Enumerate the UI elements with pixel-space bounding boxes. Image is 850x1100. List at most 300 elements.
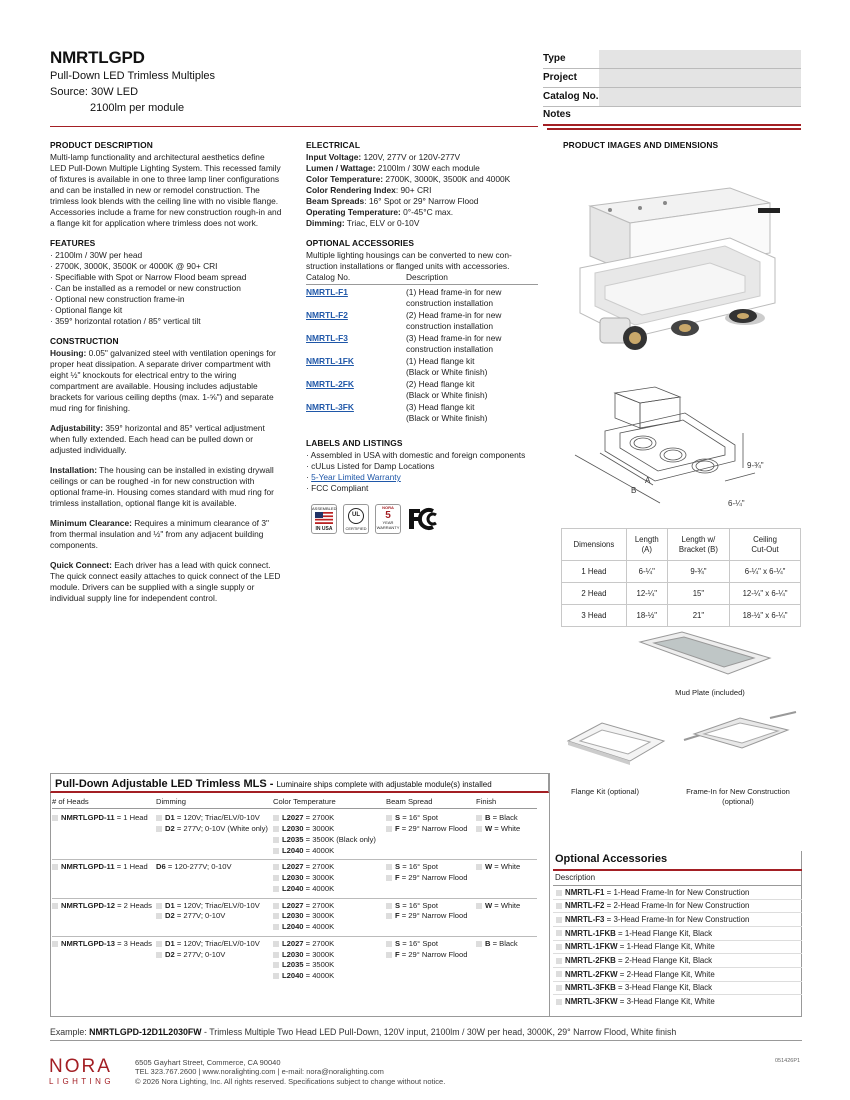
term: Input Voltage:: [306, 152, 362, 162]
finish-cell: [476, 813, 536, 856]
desc-line: construction installation: [406, 344, 494, 354]
checkbox[interactable]: [52, 864, 58, 870]
table-cell: 9-¾": [667, 561, 729, 583]
checkbox[interactable]: [156, 815, 162, 821]
option-desc: = 29° Narrow Flood: [399, 911, 468, 921]
option[interactable]: [156, 939, 273, 948]
option-code: B: [485, 813, 491, 823]
adjustability-text: [50, 423, 282, 456]
list-item: · 2100lm / 30W per head: [50, 250, 143, 260]
checkbox[interactable]: [556, 999, 562, 1005]
term-text: Triac, ELV or 0-10V: [344, 218, 420, 228]
option-desc: = 3-Head Flange Kit, White: [617, 996, 715, 1006]
desc-line: (3) Head frame-in for new: [406, 333, 502, 343]
option-code: NMRTL-3FKB: [565, 983, 616, 993]
column-header: [626, 529, 667, 561]
divider: [549, 773, 550, 1016]
option[interactable]: [273, 939, 386, 948]
option[interactable]: [386, 824, 476, 833]
column-header: Beam Spread: [386, 797, 433, 806]
list-item[interactable]: [553, 995, 802, 1008]
checkbox[interactable]: [476, 826, 482, 832]
list-item[interactable]: [553, 982, 802, 996]
frame-in-image: [680, 710, 800, 762]
option-code: L2030: [282, 824, 304, 833]
option-desc: = 3500K: [303, 960, 335, 970]
option[interactable]: [386, 911, 476, 920]
ul-badge: [343, 504, 369, 534]
spec-line: [306, 152, 538, 163]
flange-kit-caption: Flange Kit (optional): [571, 787, 639, 796]
option-code: W: [485, 824, 493, 833]
option[interactable]: [476, 824, 536, 833]
table-cell: 1 Head: [562, 561, 627, 583]
option-desc: = 277V; 0-10V: [174, 949, 226, 959]
option-desc: = 2700K: [303, 938, 335, 948]
list-item: · Specifiable with Spot or Narrow Flood beam spread: [50, 272, 247, 282]
accessory-header: [306, 272, 538, 285]
option-desc: = 2700K: [303, 862, 335, 872]
option-desc: = 16° Spot: [400, 813, 438, 823]
table-header-row: [562, 529, 801, 561]
checkbox[interactable]: [386, 864, 392, 870]
term: Housing:: [50, 348, 87, 358]
option[interactable]: [156, 911, 273, 920]
heads-cell: [52, 813, 156, 856]
option-desc: = 16° Spot: [400, 900, 438, 910]
checkbox[interactable]: [386, 875, 392, 881]
option-code: D2: [165, 911, 175, 921]
table-cell: 12-¼": [626, 583, 667, 605]
clearance-text: [50, 518, 282, 551]
checkbox[interactable]: [273, 903, 279, 909]
option-desc: = 2-Head Frame-In for New Construction: [604, 901, 750, 911]
accessory-desc: [406, 310, 538, 332]
column-electrical: [306, 134, 538, 534]
optional-accessories-title: Optional Accessories: [553, 851, 802, 871]
column-header: Color Temperature: [273, 797, 336, 806]
option-desc: = 16° Spot: [400, 938, 438, 948]
option-desc: = 1-Head Flange Kit, White: [617, 942, 715, 952]
accessory-row: [306, 310, 538, 332]
list-item: · Can be installed as a remodel or new construction: [50, 283, 241, 293]
list-item[interactable]: [553, 886, 802, 900]
option-code: L2027: [282, 862, 304, 872]
spec-line: [306, 218, 538, 229]
ordering-table: [52, 797, 537, 985]
field-label: Project: [543, 71, 577, 83]
header-text: Ceiling Cut-Out: [751, 535, 779, 554]
option-desc: = 4000K: [303, 922, 335, 931]
option[interactable]: [273, 901, 386, 910]
option-desc: = 2700K: [303, 900, 335, 910]
term: Installation:: [50, 465, 97, 475]
table-cell: 2 Head: [562, 583, 627, 605]
desc-line: (1) Head flange kit: [406, 356, 475, 366]
option-code: NMRTLGPD-11: [61, 813, 115, 823]
option-desc: = 2-Head Flange Kit, Black: [615, 955, 713, 965]
beam-cell: [386, 862, 476, 894]
term: Beam Spreads: [306, 196, 365, 206]
option-code: S: [395, 900, 401, 910]
option-code: L2040: [282, 883, 304, 893]
checkbox[interactable]: [476, 864, 482, 870]
checkbox[interactable]: [156, 903, 162, 909]
dimming-cell: [156, 862, 273, 894]
checkbox[interactable]: [273, 837, 279, 843]
accessory-link[interactable]: NMRTL-F1: [306, 287, 348, 297]
section-heading: CONSTRUCTION: [50, 336, 119, 346]
checkbox[interactable]: [386, 913, 392, 919]
option-code: L2035: [282, 960, 304, 970]
option[interactable]: [386, 873, 476, 882]
header-text: Length (A): [634, 535, 659, 554]
option-desc: = 2 Heads: [115, 900, 152, 910]
list-item: · 5-Year Limited Warranty: [306, 472, 401, 482]
option[interactable]: [476, 939, 536, 948]
checkbox[interactable]: [556, 971, 562, 977]
ordering-header: [52, 797, 537, 809]
checkbox[interactable]: [156, 952, 162, 958]
option-code: NMRTL-F2: [565, 901, 605, 911]
term-text: The housing can be installed in existing drywall ceilings or can be roughed -in for new construction with optional frame-in. Housing comes standard with mud ring for trimless installation, optional flange kit is available.: [50, 465, 274, 508]
column-header: Description: [406, 272, 448, 282]
divider: [50, 1016, 802, 1017]
option-code: D1: [165, 900, 175, 910]
checkbox[interactable]: [273, 924, 279, 930]
checkbox[interactable]: [273, 952, 279, 958]
option-desc: = 3000K: [303, 949, 335, 959]
beam-cell: [386, 813, 476, 856]
section-heading: PRODUCT IMAGES AND DIMENSIONS: [563, 140, 719, 150]
option[interactable]: [386, 813, 476, 822]
list-item[interactable]: [553, 913, 802, 927]
option-desc: = 120V; Triac/ELV/0-10V: [174, 813, 260, 823]
list-item[interactable]: [553, 900, 802, 914]
option-desc: = 1 Head: [114, 862, 148, 872]
option-code: L2040: [282, 845, 304, 855]
column-header: Catalog No.: [306, 272, 351, 282]
option-desc: = Black: [490, 938, 518, 948]
caption-line: (optional): [722, 796, 754, 806]
checkbox[interactable]: [273, 913, 279, 919]
option[interactable]: [273, 862, 386, 871]
option-desc: = 4000K: [303, 845, 335, 855]
option[interactable]: [273, 884, 386, 893]
option-code: D1: [165, 813, 175, 823]
accessory-link[interactable]: NMRTL-F3: [306, 333, 348, 343]
checkbox[interactable]: [273, 826, 279, 832]
option-desc: = 120V; Triac/ELV/0-10V: [174, 900, 260, 910]
list-item: · FCC Compliant: [306, 483, 369, 493]
option[interactable]: [273, 960, 386, 969]
list-item: · Optional flange kit: [50, 305, 123, 315]
checkbox[interactable]: [52, 815, 58, 821]
checkbox[interactable]: [52, 941, 58, 947]
option-desc: = 277V; 0-10V (White only): [174, 824, 268, 833]
finish-cell: [476, 901, 536, 933]
table-row: [562, 561, 801, 583]
checkbox[interactable]: [476, 941, 482, 947]
certification-badges: [311, 504, 538, 534]
project-field[interactable]: [543, 69, 801, 88]
section-heading: OPTIONAL ACCESSORIES: [306, 238, 415, 248]
option-desc: = 29° Narrow Flood: [399, 873, 468, 882]
table-cell: 12-¼" x 6-¼": [730, 583, 801, 605]
accessory-link[interactable]: NMRTL-3FK: [306, 402, 354, 412]
option-code: F: [395, 873, 400, 882]
option[interactable]: [476, 862, 536, 871]
subtitle-line: Pull-Down LED Trimless Multiples: [50, 70, 216, 82]
option[interactable]: [273, 873, 386, 882]
accessory-desc: [406, 356, 538, 378]
column-header: # of Heads: [52, 797, 89, 806]
checkbox[interactable]: [386, 952, 392, 958]
mud-plate-caption: Mud Plate (included): [675, 688, 745, 697]
document-id: 051426P1: [775, 1058, 801, 1064]
dimension-drawing: [565, 383, 780, 518]
option[interactable]: [273, 835, 386, 844]
option[interactable]: [52, 862, 156, 871]
desc-line: (Black or White finish): [406, 390, 488, 400]
checkbox[interactable]: [556, 903, 562, 909]
spec-line: [306, 174, 538, 185]
option-code: NMRTL-1FKW: [565, 942, 618, 952]
list-item: · 2700K, 3000K, 3500K or 4000K @ 90+ CRI: [50, 261, 218, 271]
desc-line: (3) Head flange kit: [406, 402, 475, 412]
table-cell: 18-½": [626, 605, 667, 627]
electrical-list: [306, 152, 538, 229]
contact-line: TEL 323.767.2600 | www.noralighting.com | e-mail: nora@noralighting.com: [135, 1067, 384, 1077]
option-desc: = 1-Head Flange Kit, Black: [615, 928, 713, 938]
accessory-link[interactable]: NMRTL-F2: [306, 310, 348, 320]
beam-cell: [386, 901, 476, 933]
checkbox[interactable]: [556, 917, 562, 923]
divider: [50, 793, 51, 1016]
product-title: NMRTLGPD: [50, 48, 145, 67]
option[interactable]: [273, 846, 386, 855]
subtitle-line: Source: 30W LED: [50, 85, 139, 98]
option[interactable]: [476, 901, 536, 910]
option[interactable]: [273, 911, 386, 920]
term: Lumen / Wattage:: [306, 163, 376, 173]
field-label: Notes: [543, 109, 571, 121]
checkbox[interactable]: [386, 826, 392, 832]
option[interactable]: [156, 824, 273, 833]
option-code: W: [485, 862, 493, 872]
option-code: S: [395, 938, 401, 948]
option[interactable]: [156, 862, 273, 871]
term-text: Requires a minimum clearance of 3" from thermal insulation and ½" from any adjacent building components.: [50, 518, 269, 550]
type-field[interactable]: [543, 50, 801, 69]
checkbox[interactable]: [273, 875, 279, 881]
logo-text: NORA: [49, 1056, 112, 1077]
option[interactable]: [273, 971, 386, 980]
checkbox[interactable]: [476, 815, 482, 821]
term: Color Rendering Index: [306, 185, 396, 195]
desc-line: construction installation: [406, 298, 494, 308]
spec-line: [306, 207, 538, 218]
column-header: Dimming: [156, 797, 186, 806]
section-heading: LABELS AND LISTINGS: [306, 438, 403, 448]
option[interactable]: [386, 901, 476, 910]
checkbox[interactable]: [273, 864, 279, 870]
field-label: Catalog No.: [543, 90, 599, 102]
features-list: [50, 250, 282, 327]
option[interactable]: [52, 939, 156, 948]
accessory-desc: [406, 287, 538, 309]
option-code: D6: [156, 862, 166, 872]
option[interactable]: [386, 862, 476, 871]
checkbox[interactable]: [556, 890, 562, 896]
term: Color Temperature:: [306, 174, 384, 184]
option[interactable]: [386, 939, 476, 948]
warranty-link[interactable]: 5-Year Limited Warranty: [311, 472, 401, 482]
option-code: L2027: [282, 900, 304, 910]
list-item[interactable]: [553, 954, 802, 968]
spec-line: [306, 185, 538, 196]
list-item: · cULus Listed for Damp Locations: [306, 461, 435, 471]
table-cell: 21": [667, 605, 729, 627]
accessory-desc: [406, 333, 538, 355]
fcc-logo-icon: [407, 506, 441, 532]
option-desc: = 1-Head Frame-In for New Construction: [604, 887, 750, 897]
quick-connect-text: [50, 560, 282, 604]
option-code: L2040: [282, 971, 304, 980]
option-code: L2035: [282, 834, 304, 844]
subtitle-line: 2100lm per module: [90, 101, 185, 114]
checkbox[interactable]: [386, 815, 392, 821]
badge-text: CERTIFIED: [345, 526, 367, 531]
checkbox[interactable]: [156, 826, 162, 832]
table-cell: 15": [667, 583, 729, 605]
column-header: Dimensions: [562, 529, 627, 561]
checkbox[interactable]: [556, 930, 562, 936]
option-desc: = 120-277V; 0-10V: [165, 862, 232, 872]
list-item[interactable]: [553, 927, 802, 941]
term-text: 0.05" galvanized steel with ventilation openings for proper heat dissipation. A separate driver compartment with eight ½" knockouts for electrical entry to the wiring compartment are available. Housing includes adjustable brackets for various ceiling depths (max. 1-⅝") and separate mud ring for finishing.: [50, 348, 276, 413]
desc-line: (1) Head frame-in for new: [406, 287, 502, 297]
option[interactable]: [156, 901, 273, 910]
badge-text: WARRANTY: [376, 524, 400, 530]
example-prefix: Example:: [50, 1027, 90, 1037]
dimming-cell: [156, 939, 273, 982]
checkbox[interactable]: [273, 973, 279, 979]
checkbox[interactable]: [52, 903, 58, 909]
checkbox[interactable]: [273, 848, 279, 854]
option[interactable]: [273, 813, 386, 822]
checkbox[interactable]: [273, 962, 279, 968]
option-code: D1: [165, 938, 175, 948]
optional-accessories-box: [553, 851, 802, 1008]
option[interactable]: [156, 950, 273, 959]
mud-plate-image: [632, 630, 774, 682]
term-text: Each driver has a lead with quick connect. The quick connect easily attaches to quick connect of the LED module. Drivers can be supplied with a single supply or individual supply line for independent control.: [50, 560, 281, 603]
option[interactable]: [52, 813, 156, 822]
option[interactable]: [476, 813, 536, 822]
checkbox[interactable]: [386, 903, 392, 909]
option[interactable]: [273, 922, 386, 931]
column-description: [50, 134, 282, 613]
checkbox[interactable]: [273, 941, 279, 947]
option-desc: = 4000K: [303, 971, 335, 980]
table-row: [562, 605, 801, 627]
column-header: Finish: [476, 797, 497, 806]
desc-line: (2) Head flange kit: [406, 379, 475, 389]
list-item[interactable]: [553, 968, 802, 982]
option[interactable]: [273, 950, 386, 959]
product-photo: [560, 178, 800, 368]
option-code: NMRTL-2FKB: [565, 955, 616, 965]
checkbox[interactable]: [156, 941, 162, 947]
badge-text: YEAR: [382, 520, 394, 526]
heads-cell: [52, 901, 156, 933]
ordering-group: [52, 811, 537, 860]
section-heading: FEATURES: [50, 238, 96, 248]
table-cell: 6-¼" x 6-¼": [730, 561, 801, 583]
divider: [50, 126, 538, 127]
accessory-link[interactable]: NMRTL-1FK: [306, 356, 354, 366]
heads-cell: [52, 939, 156, 982]
usa-badge: [311, 504, 337, 534]
checkbox[interactable]: [556, 944, 562, 950]
notes-field[interactable]: [543, 107, 801, 126]
option-code: NMRTL-1FKB: [565, 928, 616, 938]
accessory-desc: [406, 379, 538, 401]
housing-text: [50, 348, 282, 414]
accessory-link[interactable]: NMRTL-2FK: [306, 379, 354, 389]
checkbox[interactable]: [273, 886, 279, 892]
accessory-row: [306, 402, 538, 424]
accessory-row: [306, 333, 538, 355]
list-item[interactable]: [553, 941, 802, 955]
checkbox[interactable]: [476, 903, 482, 909]
term: Quick Connect:: [50, 560, 112, 570]
option[interactable]: [156, 813, 273, 822]
term: Adjustability:: [50, 423, 104, 433]
option-code: NMRTL-2FKW: [565, 969, 618, 979]
finish-cell: [476, 862, 536, 894]
option-desc: = 29° Narrow Flood: [399, 949, 468, 959]
option-code: L2030: [282, 873, 304, 882]
ordering-group: [52, 937, 537, 985]
installation-text: [50, 465, 282, 509]
field-label: Type: [543, 52, 566, 64]
checkbox[interactable]: [156, 913, 162, 919]
catalog-field[interactable]: [543, 88, 801, 107]
option[interactable]: [273, 824, 386, 833]
checkbox[interactable]: [273, 815, 279, 821]
desc-line: (Black or White finish): [406, 413, 488, 423]
option[interactable]: [52, 901, 156, 910]
option-code: F: [395, 911, 400, 921]
checkbox[interactable]: [386, 941, 392, 947]
spec-line: [306, 163, 538, 174]
option[interactable]: [386, 950, 476, 959]
ordering-title-bar: [50, 773, 549, 793]
header-text: Length w/ Bracket (B): [678, 535, 718, 554]
badge-text: NORA: [382, 505, 394, 510]
option-desc: = 4000K: [303, 883, 335, 893]
option-code: F: [395, 824, 400, 833]
term: Operating Temperature:: [306, 207, 401, 217]
ordering-group: [52, 860, 537, 898]
checkbox[interactable]: [556, 985, 562, 991]
nora-logo: [49, 1057, 119, 1087]
option-code: B: [485, 938, 491, 948]
checkbox[interactable]: [556, 958, 562, 964]
option-desc: = 120V; Triac/ELV/0-10V: [174, 938, 260, 948]
